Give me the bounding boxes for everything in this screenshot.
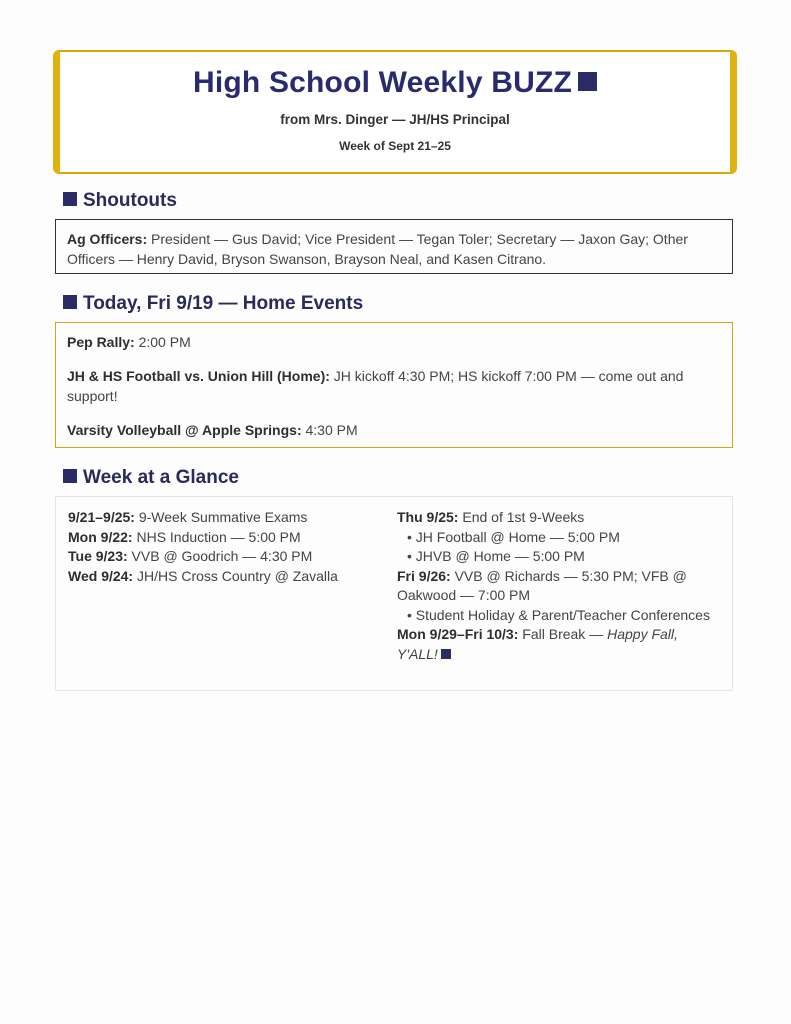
shoutout-label: Ag Officers: — [67, 231, 148, 247]
glance-heading: Week at a Glance — [63, 467, 239, 489]
glance-right-column — [397, 508, 722, 664]
square-bullet-icon — [63, 469, 77, 483]
week-line: Week of Sept 21–25 — [339, 139, 451, 153]
shoutout-text: President — Gus David; Vice President — Tegan Toler; Secretary — Jaxon Gay; Other Officers — Henry David, Bryson Swanson, Brayson Neal, and Kasen Citrano. — [67, 231, 688, 267]
square-bullet-icon — [63, 295, 77, 309]
event-item: JH & HS Football vs. Union Hill (Home): JH kickoff 4:30 PM; HS kickoff 7:00 PM — come out and support! — [67, 368, 684, 404]
schedule-item: Mon 9/29–Fri 10/3: Fall Break — Happy Fall, Y'ALL! — [397, 626, 678, 662]
event-item: Varsity Volleyball @ Apple Springs: 4:30 PM — [67, 422, 358, 438]
shoutouts-heading: Shoutouts — [63, 190, 177, 212]
today-events-box — [55, 322, 733, 448]
schedule-item: Wed 9/24: JH/HS Cross Country @ Zavalla — [68, 567, 338, 584]
square-bullet-icon — [578, 72, 597, 91]
schedule-item: Fri 9/26: VVB @ Richards — 5:30 PM; VFB @ Oakwood — 7:00 PM — [397, 567, 687, 603]
newsletter-title — [60, 66, 730, 100]
week-glance-box — [55, 496, 733, 691]
schedule-subitem: • JHVB @ Home — 5:00 PM — [407, 548, 585, 564]
schedule-subitem: • JH Football @ Home — 5:00 PM — [407, 528, 620, 545]
schedule-item: Thu 9/25: End of 1st 9-Weeks — [397, 509, 585, 525]
glance-left-column — [68, 508, 388, 586]
square-bullet-icon — [63, 192, 77, 206]
today-heading: Today, Fri 9/19 — Home Events — [63, 293, 363, 315]
title-text: High School Weekly BUZZ — [192, 66, 573, 99]
schedule-item: 9/21–9/25: 9-Week Summative Exams — [68, 509, 308, 525]
header-banner — [53, 50, 737, 174]
shoutouts-box — [55, 219, 733, 274]
event-item: Pep Rally: 2:00 PM — [67, 334, 191, 350]
schedule-item: Tue 9/23: VVB @ Goodrich — 4:30 PM — [68, 548, 313, 564]
schedule-item: Mon 9/22: NHS Induction — 5:00 PM — [68, 528, 301, 545]
square-bullet-icon — [441, 649, 451, 659]
schedule-subitem: • Student Holiday & Parent/Teacher Conferences — [407, 606, 710, 623]
from-line: from Mrs. Dinger — JH/HS Principal — [280, 112, 510, 127]
